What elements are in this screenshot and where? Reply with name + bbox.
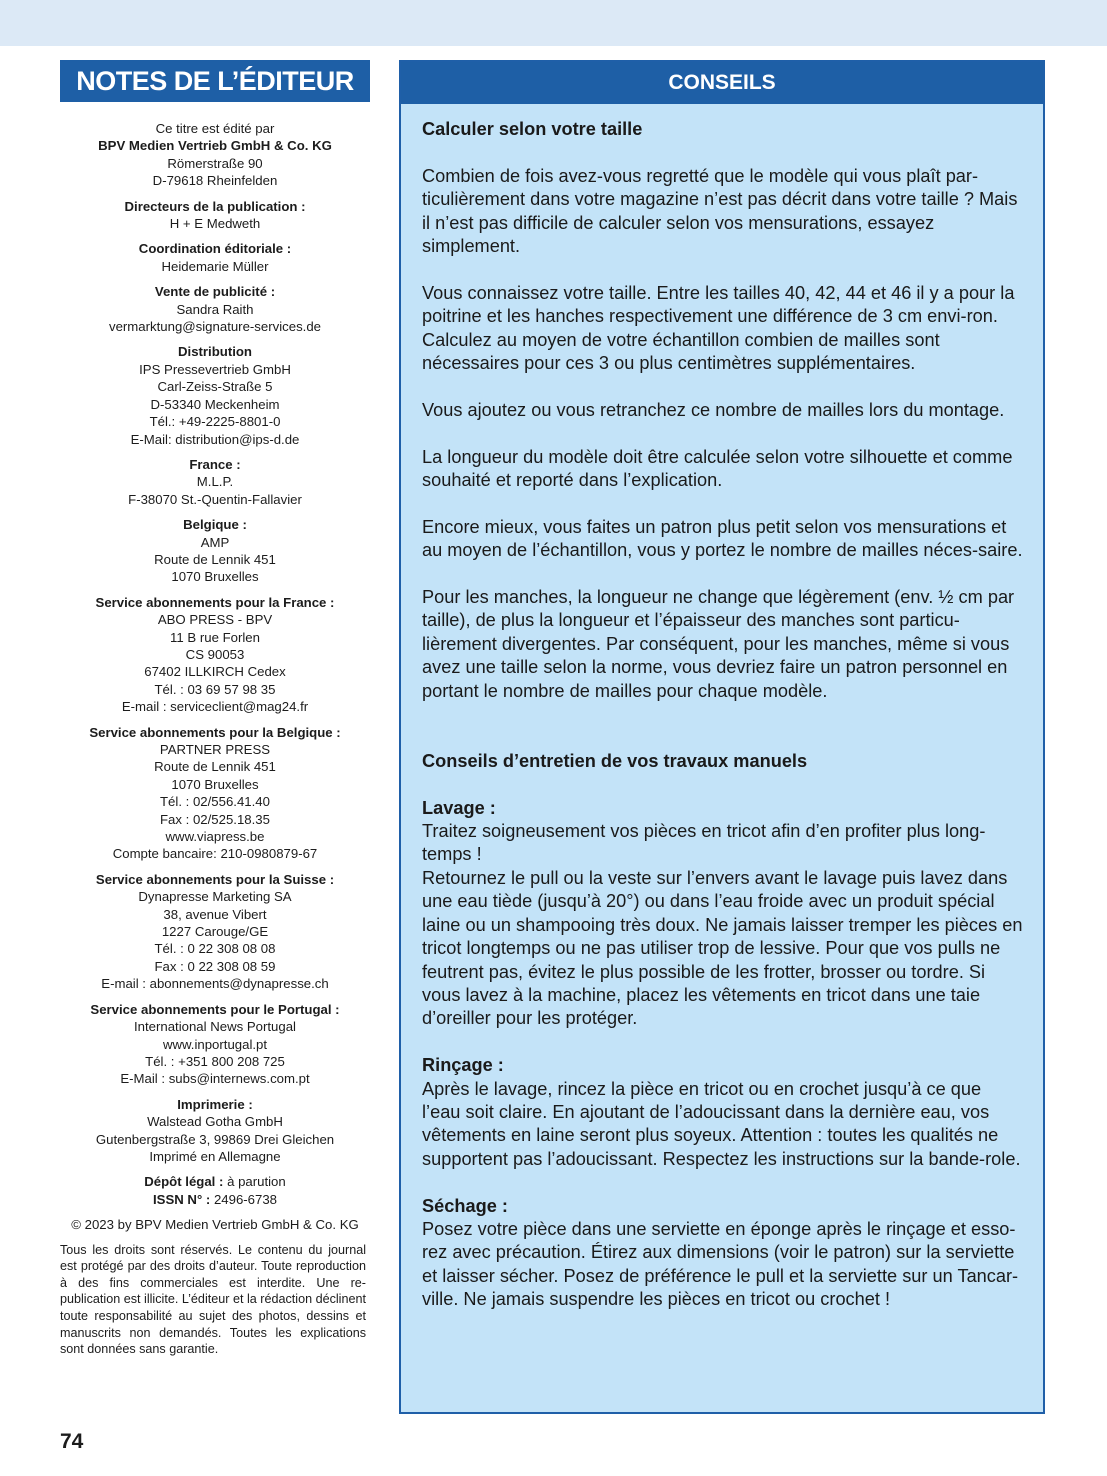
ads-block: Vente de publicité : Sandra Raith vermarktung@signature-services.de [108,284,322,335]
belgique-block: Belgique : AMP Route de Lennik 451 1070 Bruxelles [154,517,276,585]
conseils-box [399,60,1045,1414]
conseils-title: CONSEILS [401,62,1043,104]
publisher-block: Ce titre est édité par BPV Medien Vertrieb GmbH & Co. KG Römerstraße 90 D-79618 Rheinfelden [98,121,332,189]
size-paragraph-4: La longueur du modèle doit être calculée selon votre silhouette et comme souhaité et reporté dans l’explication. [422,446,1013,491]
copyright: © 2023 by BPV Medien Vertrieb GmbH & Co. KG [71,1217,359,1233]
legal-deposit-block: Dépôt légal : à parution ISSN N° : 2496-6738 [144,1174,286,1207]
abo-belgique-block: Service abonnements pour la Belgique : PARTNER PRESS Route de Lennik 451 1070 Bruxelles Tél. : 02/556.41.40 Fax : 02/525.18.35 www.viapress.be Compte bancaire: 210-0980879-67 [89,724,341,862]
size-paragraph-3: Vous ajoutez ou vous retranchez ce nombre de mailles lors du montage. [422,399,1005,420]
abo-suisse-block: Service abonnements pour la Suisse : Dynapresse Marketing SA 38, avenue Vibert 1227 Carouge/GE Tél. : 0 22 308 08 08 Fax : 0 22 308 08 59 E-mail : abonnements@dynapresse.ch [95,871,335,992]
ads-email: vermarktung@signature-services.de [108,319,322,335]
drying-label: Séchage : [422,1195,508,1216]
size-paragraph-5: Encore mieux, vous faites un patron plus petit selon vos mensurations et au moyen de l’échantillon, vous y portez le nombre de mailles néces-saire. [422,516,1023,561]
size-heading: Calculer selon votre taille [422,119,643,139]
directors-block: Directeurs de la publication : H + E Medweth [124,198,306,232]
publisher-notes-body [60,102,370,1358]
france-block: France : M.L.P. F-38070 St.-Quentin-Fallavier [128,456,302,507]
printer-block: Imprimerie : Walstead Gotha GmbH Gutenbergstraße 3, 99869 Drei Gleichen Imprimé en Allemagne [95,1096,335,1164]
size-paragraph-2: Vous connaissez votre taille. Entre les tailles 40, 42, 44 et 46 il y a pour la poitrine et les hanches respectivement une différence de 3 cm envi-ron. Calculez au moyen de votre échantillon combien de mailles sont nécessaires pour ces 3 ou plus centimètres supplémentaires. [422,282,1015,374]
publisher-name: BPV Medien Vertrieb GmbH & Co. KG [98,138,332,154]
size-paragraph-6: Pour les manches, la longueur ne change que légèrement (env. ½ cm par taille), de plus la longueur et l’épaisseur des manches sont particu-lièrement divergentes. Par conséquent, pour les manches, même si vous avez une taille selon la norme, vous devriez faire un patron personnel en portant le nombre de mailles pour chaque modèle. [422,587,1015,701]
distribution-block: Distribution IPS Pressevertrieb GmbH Carl-Zeiss-Straße 5 D-53340 Meckenheim Tél.: +49-2225-8801-0 E-Mail: distribution@ips-d.de [130,344,300,447]
legal-notice: Tous les droits sont réservés. Le contenu du journal est protégé par des droits d’auteur. Toute reproduction à des fins commerciales est interdite. Une re-publication est illicite. L’éditeur et la rédaction déclinent toute responsabilité au sujet des photos, dessins et manuscrits non demandés. Toutes les explications sont données sans garantie. [60,1242,366,1357]
coordination-block: Coordination éditoriale : Heidemarie Müller [138,241,292,274]
abo-france-block: Service abonnements pour la France : ABO PRESS - BPV 11 B rue Forlen CS 90053 67402 ILLKIRCH Cedex Tél. : 03 69 57 98 35 E-mail : serviceclient@mag24.fr [95,594,335,715]
notes-title: NOTES DE L’ÉDITEUR [60,60,370,102]
abo-portugal-block: Service abonnements pour le Portugal : International News Portugal www.inportugal.pt Tél. : +351 800 208 725 E-Mail : subs@internews.com.pt [90,1001,340,1087]
rinsing-paragraph: Après le lavage, rincez la pièce en tricot ou en crochet jusqu’à ce que l’eau soit claire. En ajoutant de l’adoucissant dans la dernière eau, vos vêtements en laine seront plus soyeux. Attention : toutes les qualités ne supportent pas l’adoucissant. Respectez les instructions sur la bande-role. [422,1078,1021,1169]
publisher-notes-column [60,60,370,1358]
conseils-body [401,104,1043,1312]
washing-paragraph-1: Traitez soigneusement vos pièces en tricot afin d’en profiter plus long-temps ! [422,821,986,865]
drying-paragraph: Posez votre pièce dans une serviette en éponge après le rinçage et esso-rez avec précaution. Étirez aux dimensions (voir le patron) sur la serviette et laisser sécher. Posez de préférence le pull et la serviette sur un Tancar-ville. Ne jamais suspendre les pièces en tricot ou crochet ! [422,1218,1019,1310]
top-band [0,0,1107,46]
rinsing-label: Rinçage : [422,1055,504,1076]
care-heading: Conseils d’entretien de vos travaux manuels [422,750,808,771]
washing-paragraph-2: Retournez le pull ou la veste sur l’envers avant le lavage puis lavez dans une eau tiède (jusqu’à 20°) ou dans l’eau froide avec un produit spécial laine ou un shampooing très doux. Ne jamais laisser tremper les pièces en tricot longtemps ou ne pas utiliser trop de lessive. Pour que vos pulls ne feutrent pas, évitez le plus possible de les frotter, brosser ou tordre. Si vous lavez à la machine, placez les vêtements en tricot dans une taie d’oreiller pour les protéger. [422,867,1023,1029]
page-number: 74 [60,1430,84,1453]
washing-label: Lavage : [422,797,496,818]
size-paragraph-1: Combien de fois avez-vous regretté que le modèle qui vous plaît par-ticulièrement dans votre magazine n’est pas décrit dans votre taille ? Mais il n’est pas difficile de calculer selon vos mensurations, essayez simplement. [422,165,1018,257]
